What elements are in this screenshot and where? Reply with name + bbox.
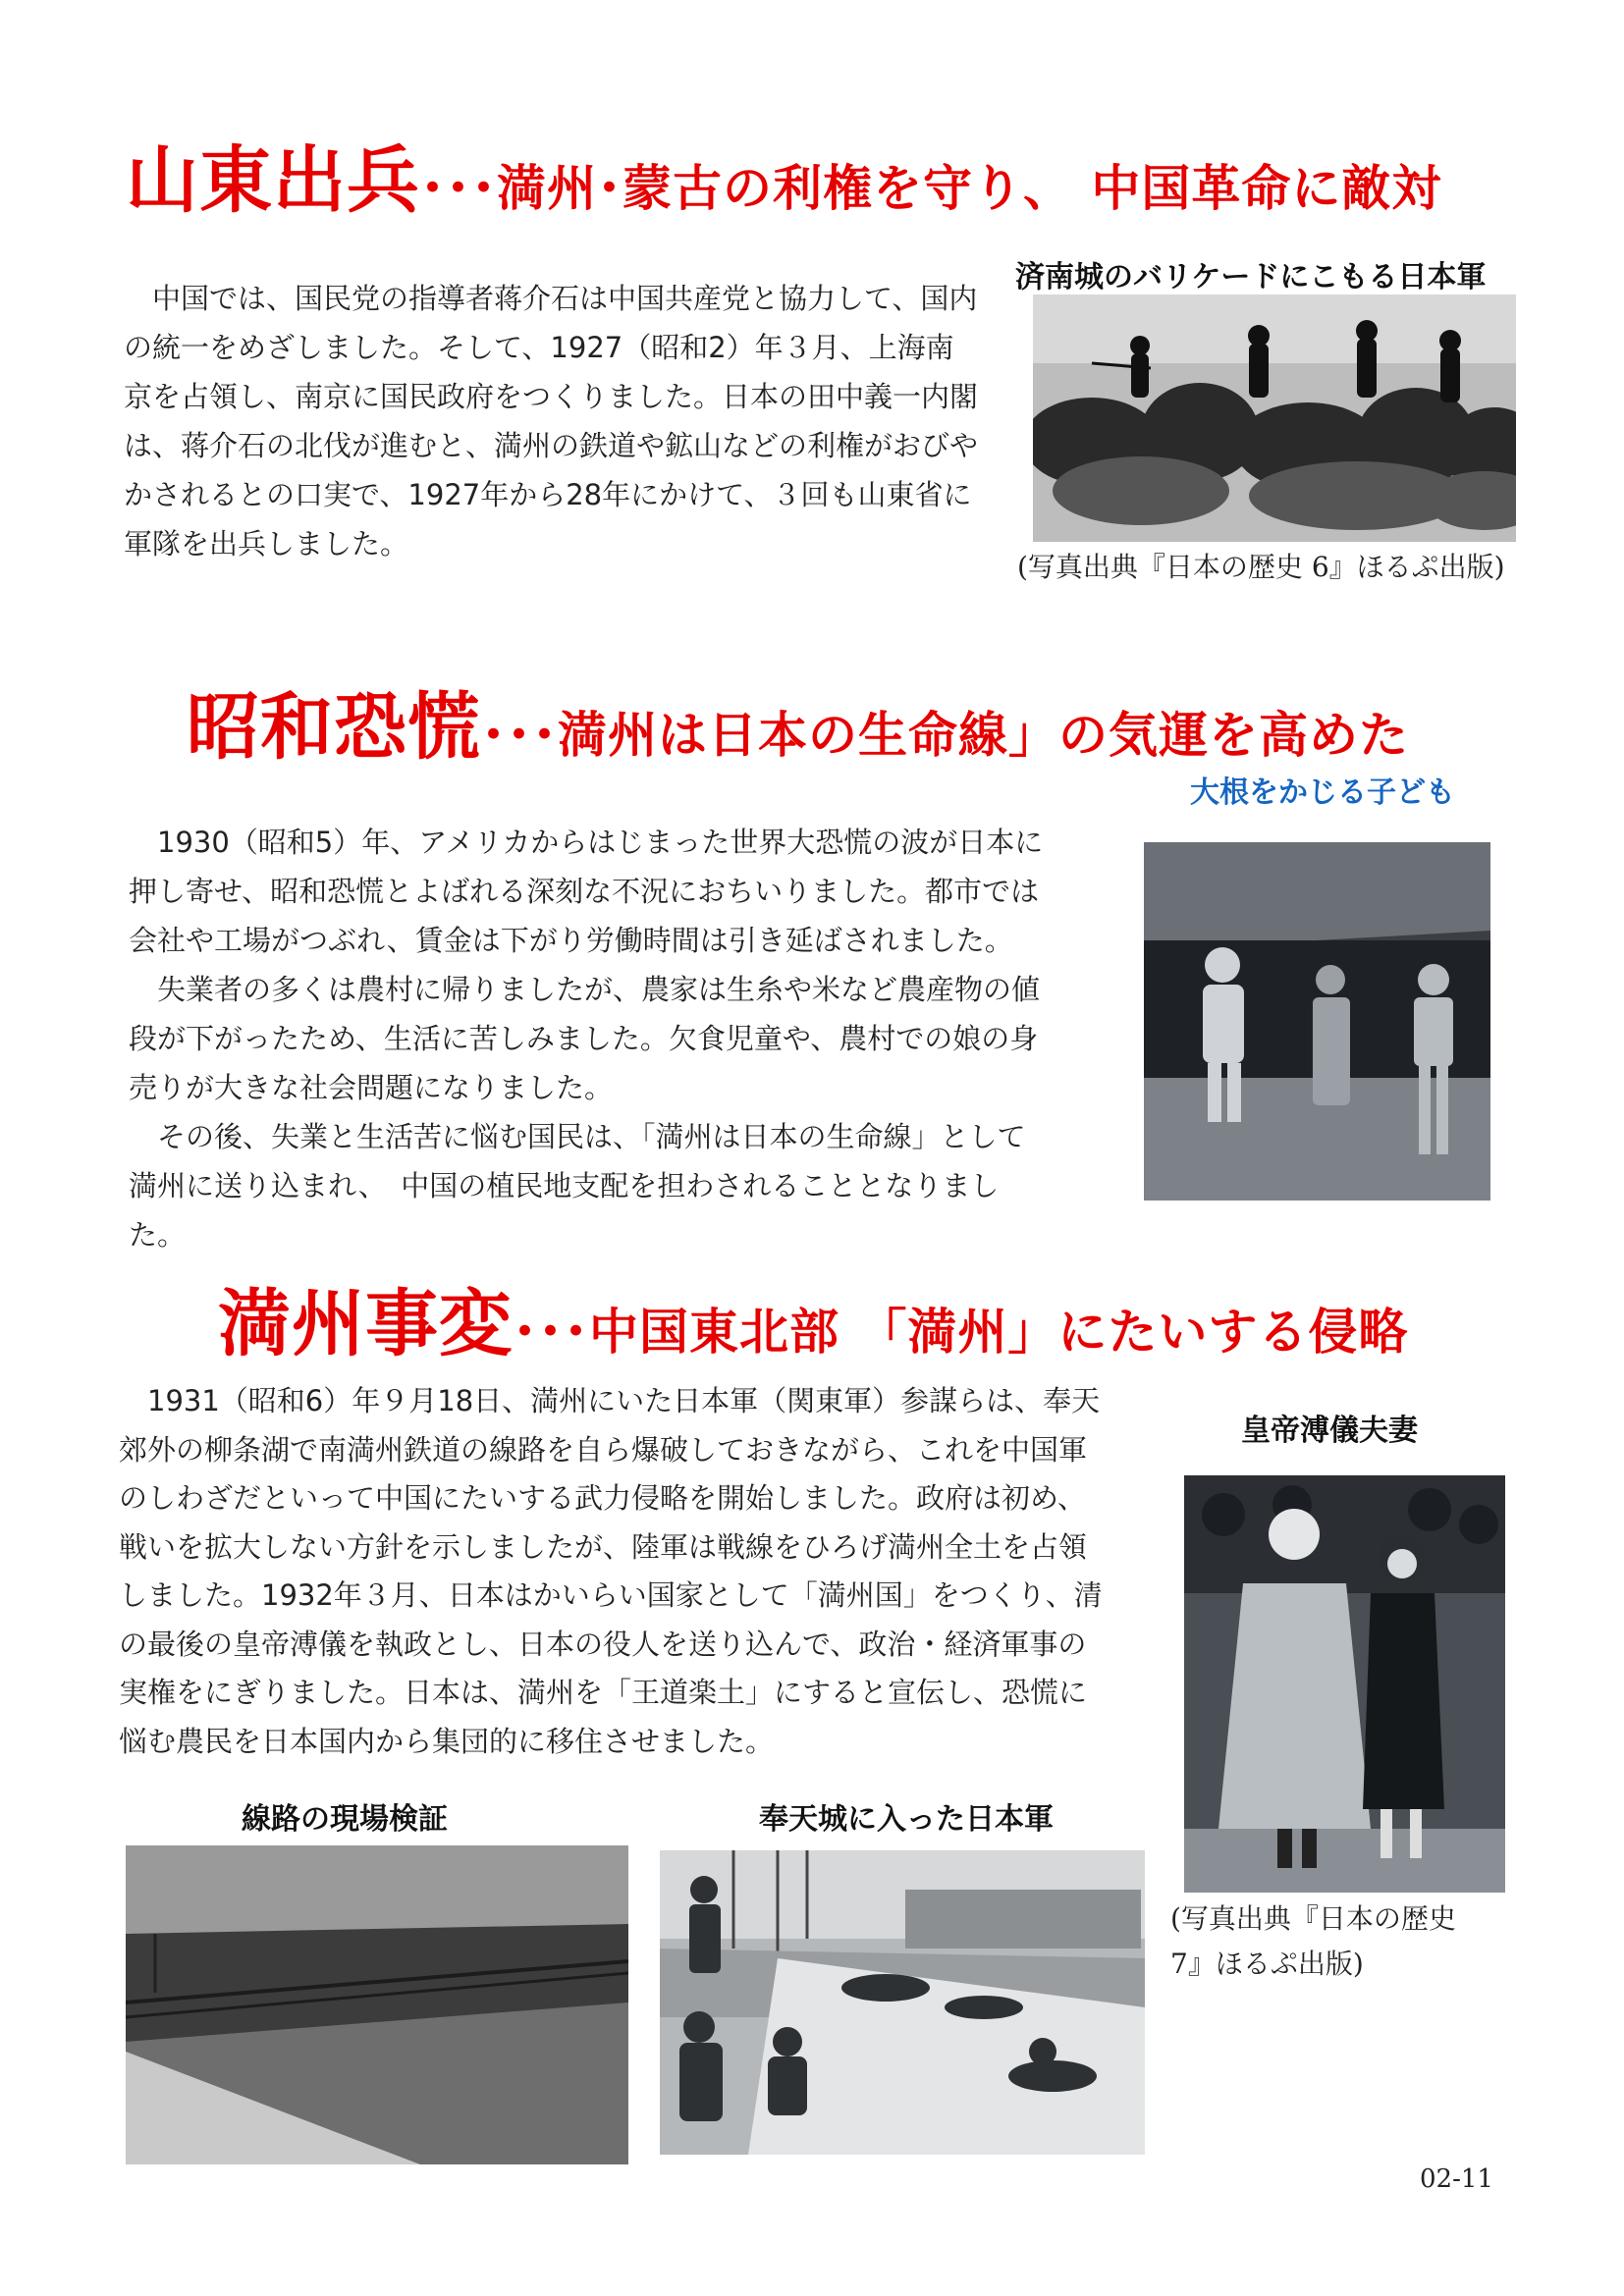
section3-rail-caption: 線路の現場検証: [242, 1802, 448, 1837]
section2-title-sub: ･･･満州は日本の生命線」の気運を高めた: [481, 707, 1409, 764]
section3-emperor-source: [1170, 1896, 1456, 1987]
section2-body: [129, 818, 1052, 1259]
section1-paragraph: 中国では、国民党の指導者蒋介石は中国共産党と協力して、国内の統一をめざしました。そして、1927（昭和2）年３月、上海南京を占領し、南京に国民政府をつくりました。日本の田中義一内閣は、蒋介石の北伐が進むと、満州の鉄道や鉱山などの利権がおびやかされるとの口実で、1927年から28年にかけて、３回も山東省に軍隊を出兵しました。: [124, 282, 979, 561]
section3-title: [218, 1266, 1408, 1370]
emperor-photo: [1184, 1475, 1505, 1893]
section3-paragraph: 1931（昭和6）年９月18日、満州にいた日本軍（関東軍）参謀らは、奉天郊外の柳条湖で南満州鉄道の線路を自ら爆破しておきながら、これを中国軍のしわざだといって中国にたいする武力侵略を開始しました。政府は初め、戦いを拡大しない方針を示しましたが、陸軍は戦線をひろげ満州全土を占領しました。1932年３月、日本はかいらい国家として「満州国」をつくり、清の最後の皇帝溥儀を執政とし、日本の役人を送り込んで、政治・経済軍事の実権をにぎりました。日本は、満州を「王道楽土」にすると宣伝し、恐慌に悩む農民を日本国内から集団的に移住させました。: [119, 1384, 1103, 1758]
section3-title-sub: ･･･中国東北部 「満州」にたいする侵略: [513, 1304, 1409, 1361]
section2-photo-caption: 大根をかじる子ども: [1190, 775, 1455, 810]
section1-title-main: 山東出兵: [126, 138, 420, 223]
children-photo: [1144, 842, 1490, 1201]
section2-title: [187, 669, 1409, 774]
section3-emperor-source-line2: 7』ほるぷ出版): [1170, 1948, 1364, 1980]
section2-paragraph-3: その後、失業と生活苦に悩む国民は、「満州は日本の生命線」として満州に送り込まれ、 中国の植民地支配を担わされることとなりました。: [129, 1120, 1026, 1252]
page-number: 02-11: [1420, 2164, 1493, 2194]
section2-paragraph-2: 失業者の多くは農村に帰りましたが、農家は生糸や米など農産物の値段が下がったため、生活に苦しみました。欠食児童や、農村での娘の身売りが大きな社会問題になりました。: [129, 973, 1041, 1104]
section3-emperor-caption: 皇帝溥儀夫妻: [1241, 1414, 1418, 1448]
section3-emperor-source-line1: (写真出典『日本の歴史: [1170, 1902, 1456, 1935]
section3-castle-caption: 奉天城に入った日本軍: [759, 1802, 1054, 1837]
section1-photo-source: (写真出典『日本の歴史 6』ほるぷ出版): [1017, 551, 1505, 583]
section2-title-main: 昭和恐慌: [187, 685, 481, 770]
section1-title-sub: ･･･満州･蒙古の利権を守り、 中国革命に敵対: [420, 160, 1442, 217]
barricade-photo: [1033, 294, 1516, 542]
section1-title: [126, 123, 1441, 227]
section1-photo-caption: 済南城のバリケードにこもる日本軍: [1015, 260, 1487, 294]
section3-title-main: 満州事変: [218, 1282, 513, 1366]
section2-paragraph-1: 1930（昭和5）年、アメリカからはじまった世界大恐慌の波が日本に押し寄せ、昭和恐慌とよばれる深刻な不況におちいりました。都市では会社や工場がつぶれ、賃金は下がり労働時間は引き延ばされました。: [129, 826, 1044, 957]
railway-photo: [126, 1845, 628, 2164]
castle-photo: [660, 1850, 1145, 2155]
